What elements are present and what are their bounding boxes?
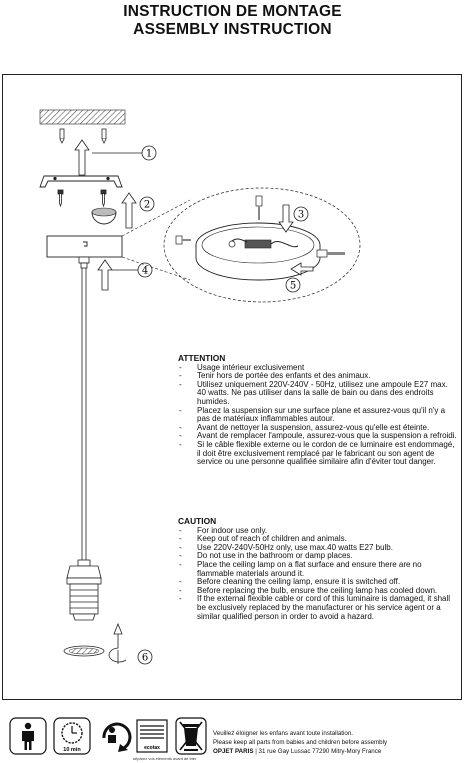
caution-item: - Use 220V-240V-50Hz only, use max.40 watts E27 bulb. [178,544,458,553]
company-address: | 31 rue Gay Lussac 77290 Mitry-Mory France [253,748,382,756]
title-fr: INSTRUCTION DE MONTAGE [123,3,342,20]
footer-line-fr: Veuillez éloigner les enfans avant toute installation. [213,730,353,737]
rotation-arrow-icon [109,624,126,664]
caution-item: - Before replacing the bulb, ensure the ceiling lamp has cooled down. [178,587,458,596]
svg-text:6: 6 [141,652,149,664]
step1-arrow [75,140,142,175]
caution-item: - If the external flexible cable or cord of this luminaire is damaged, it shall be exclusively replaced by the manufacturer or his service agent or a similar qualified person in order to avoid a hazard. [178,595,458,621]
svg-text:10 min: 10 min [63,747,81,753]
caution-item: - Do not use in the bathroom or damp places. [178,552,458,561]
step4-arrow [98,260,138,290]
shade-ring [64,646,104,656]
triman-note: séparez vos éléments avant de trier [133,756,197,761]
weee-bin-icon [176,718,206,754]
svg-text:5: 5 [289,280,297,292]
svg-text:3: 3 [297,209,305,221]
attention-item: - Placez la suspension sur une surface plane et assurez-vous qu'il n'y a pas de matériaux inflammables autour. [178,407,458,424]
step4-marker [138,263,152,277]
svg-text:ecotax: ecotax [144,745,160,751]
footer-line-en: Please keep all parts from babies and children before assembly [213,739,388,747]
caution-item: - Before cleaning the ceiling lamp, ensure it is switched off. [178,578,458,587]
step3-marker [294,207,308,221]
step1-marker [142,146,156,160]
attention-item: - Avant de remplacer l'ampoule, assurez-vous que la suspension a refroidi. [178,432,458,441]
recycle-pictogram-icon [104,724,130,752]
triman-icon [137,720,167,752]
svg-text:4: 4 [141,265,149,277]
caution-item: - For indoor use only. [178,527,458,536]
mounting-bracket [40,176,122,187]
ceiling-cap-half [92,208,116,224]
ceiling [40,110,125,124]
company-name: OPJET PARIS [213,748,254,756]
caution-section [178,517,458,621]
step5-marker [286,278,300,292]
screw-icon [58,190,106,206]
timer-10min-icon [54,718,90,754]
caution-item: - Place the ceiling lamp on a flat surface and ensure there are no flammable materials around it. [178,561,458,578]
attention-item: - Si le câble flexible externe ou le cordon de ce luminaire est endommagé, il doit être exclusivement remplacé par le fabricant ou son agent de service ou une personne qualifiée similaire afin d'éviter tout danger. [178,441,458,467]
person-icon [10,718,46,754]
ceiling-canopy [47,236,122,257]
caution-heading: CAUTION [178,516,217,526]
footer-icons [0,708,210,763]
lamp-socket [67,560,101,620]
title-en: ASSEMBLY INSTRUCTION [133,21,332,38]
caution-item: - Keep out of reach of children and animals. [178,535,458,544]
step2-arrow [122,193,136,228]
footer-address-line [213,747,463,756]
attention-item: - Tenir hors de portée des enfants et des animaux. [178,372,458,381]
attention-section [178,354,458,467]
attention-item: - Usage intérieur exclusivement [178,364,458,373]
step6-marker [138,650,152,664]
attention-item: - Utilisez uniquement 220V-240V - 50Hz, utilisez une ampoule E27 max. 40 watts. Ne pas utiliser dans la salle de bain ou dans des endroits humides. [178,381,458,407]
svg-text:1: 1 [145,148,153,160]
attention-item: - Avant de nettoyer la suspension, assurez-vous qu'elle est éteinte. [178,424,458,433]
step2-marker [140,197,154,211]
svg-text:2: 2 [143,199,151,211]
cable-grip [79,257,89,268]
wiring-detail [164,188,360,302]
footer-text [213,729,463,757]
pendant-cord [82,268,86,560]
attention-heading: ATTENTION [178,353,226,363]
